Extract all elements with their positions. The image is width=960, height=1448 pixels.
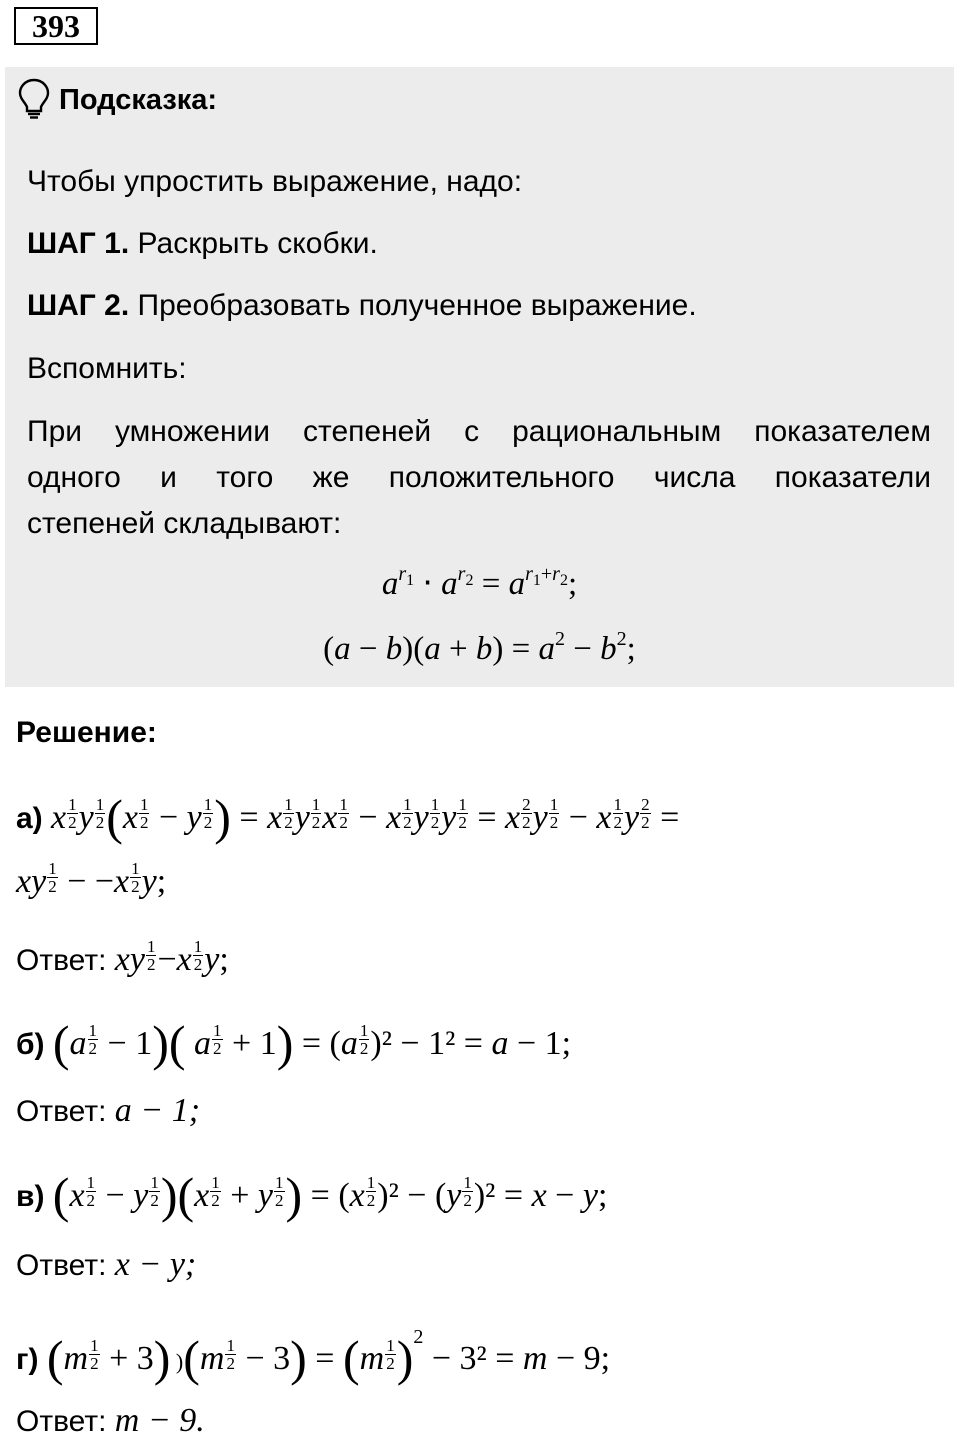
hint-remember: Вспомнить: [27,352,187,385]
part-a-label: а) [16,802,43,835]
answer-v-value: x − y; [114,1246,197,1283]
hint-title: Подсказка: [59,84,218,116]
part-g-line: г) (m $\frac{1}{2}$ + 3) )(m $\frac{1}{2}$ − 3) = (m $\frac{1}{2}$ )$^2$ − 3² = m − 9; [16,1326,611,1386]
part-g-label: г) [16,1343,39,1376]
rule-line-3: степеней складывают: [27,507,342,540]
difference-of-squares-formula: $(a - b)(a + b) = a^2 - b^2$; [323,628,636,667]
hint-header [17,77,217,124]
step-1-text: Раскрыть скобки. [129,227,378,260]
answer-g-label: Ответ: [16,1405,107,1438]
answer-b-value: a − 1; [114,1092,201,1129]
solution-title: Решение: [16,716,157,749]
answer-a-label: Ответ: [16,944,107,977]
answer-g [16,1402,205,1440]
part-a-line-2: xy $\frac{1}{2}$ − −x $\frac{1}{2}$ y; [16,859,167,900]
hint-panel [5,67,954,687]
answer-v [16,1246,196,1284]
answer-v-label: Ответ: [16,1249,107,1282]
part-b-label: б) [16,1028,45,1061]
part-v-line: в) (x $\frac{1}{2}$ − y $\frac{1}{2}$ )(x $\frac{1}{2}$ + y $\frac{1}{2}$ ) = (x $\frac{1}{2}$ )² − (y $\frac{1}{2}$ )² = x − y; [16,1167,608,1223]
rule-line-1: При умножении степеней с рациональным показателем [27,415,931,448]
answer-a: Ответ: xy $\frac{1}{2}$ −x $\frac{1}{2}$ y; [16,937,229,978]
answer-b [16,1092,200,1130]
part-v-label: в) [16,1180,45,1213]
answer-g-value: m − 9. [114,1402,205,1439]
step-1-label: ШАГ 1. [27,227,130,260]
part-a-line-1: а) x $\frac{1}{2}$ y $\frac{1}{2}$ (x $\frac{1}{2}$ − y $\frac{1}{2}$ ) = x $\frac{1}{2}$ y $\frac{1}{2}$ x $\frac{1}{2}$ − x $\frac{1}{2}$ y $\frac{1}{2}$ y $\frac{1}{2}$ = x $\frac{2}{2}$ y $\frac{1}{2}$ − x $\frac{1}{2}$ y $\frac{2}{2}$ = [16,789,680,845]
answer-b-label: Ответ: [16,1095,107,1128]
step-2-text: Преобразовать полученное выражение. [129,289,697,322]
lightbulb-icon [17,77,51,124]
rule-line-2: одного и того же положительного числа показатели [27,461,931,494]
hint-intro: Чтобы упростить выражение, надо: [27,165,523,198]
task-number: 393 [14,7,98,45]
hint-step-1 [27,221,378,267]
hint-step-2 [27,283,697,329]
step-2-label: ШАГ 2. [27,289,130,322]
power-rule-formula: $a^{r_1} \cdot a^{r_2} = a^{r_1+r_2}$; [381,563,578,602]
part-b-line: б) (a $\frac{1}{2}$ − 1)( a $\frac{1}{2}$ + 1) = (a $\frac{1}{2}$ )² − 1² = a − 1; [16,1015,572,1071]
